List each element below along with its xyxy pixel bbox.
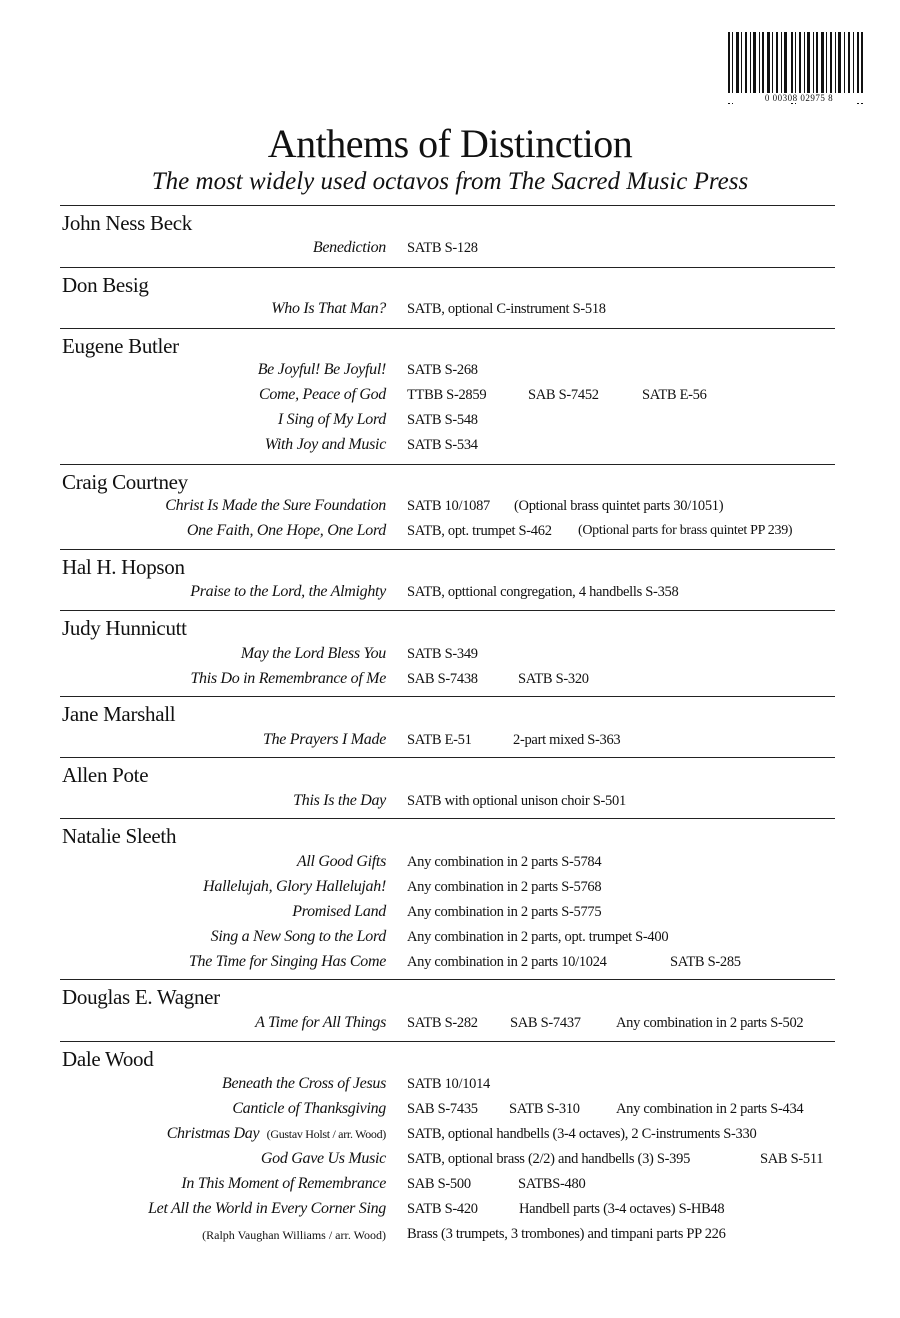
- divider: [60, 464, 835, 465]
- edition: SATB with optional unison choir S-501: [407, 793, 626, 809]
- composer-name: Don Besig: [62, 273, 149, 297]
- edition: Any combination in 2 parts S-5768: [407, 879, 602, 895]
- work-title: The Time for Singing Has Come: [188, 953, 386, 970]
- page-title: Anthems of Distinction: [267, 121, 633, 166]
- composer-name: Dale Wood: [62, 1047, 154, 1071]
- edition: SAB S-500: [407, 1176, 471, 1192]
- edition: SATB S-128: [407, 240, 478, 256]
- work-title: [167, 1125, 386, 1143]
- edition: TTBB S-2859: [407, 387, 487, 403]
- edition: Any combination in 2 parts S-5775: [407, 904, 602, 920]
- work-title: This Is the Day: [293, 792, 386, 809]
- edition: SATB 10/1014: [407, 1076, 491, 1092]
- edition: SAB S-7438: [407, 671, 478, 687]
- page-subtitle: The most widely used octavos from The Sacred Music Press: [151, 168, 749, 195]
- work-title: Beneath the Cross of Jesus: [221, 1075, 386, 1092]
- work-title: A Time for All Things: [255, 1014, 386, 1031]
- edition: (Optional brass quintet parts 30/1051): [514, 498, 724, 514]
- composer-name: Natalie Sleeth: [62, 824, 177, 848]
- divider: [60, 328, 835, 329]
- edition: 2-part mixed S-363: [513, 732, 621, 748]
- edition: SATB S-534: [407, 437, 478, 453]
- edition: SATB S-349: [407, 646, 478, 662]
- work-title: Hallelujah, Glory Hallelujah!: [203, 878, 386, 895]
- divider: [60, 818, 835, 819]
- divider: [60, 979, 835, 980]
- composer-name: Jane Marshall: [62, 702, 176, 726]
- edition: SATB, opttional congregation, 4 handbells S-358: [407, 584, 679, 600]
- edition: (Optional parts for brass quintet PP 239): [578, 523, 793, 538]
- work-title: Come, Peace of God: [258, 386, 386, 403]
- edition: SATB S-285: [670, 954, 741, 970]
- edition: SAB S-511: [760, 1151, 824, 1167]
- work-title: Christ Is Made the Sure Foundation: [165, 497, 386, 514]
- edition: SATB S-268: [407, 362, 478, 378]
- divider: [60, 610, 835, 611]
- arranger-credit: (Gustav Holst / arr. Wood): [266, 1127, 386, 1141]
- edition: Any combination in 2 parts S-5784: [407, 854, 602, 870]
- composer-name: Douglas E. Wagner: [62, 985, 220, 1009]
- work-title: Praise to the Lord, the Almighty: [190, 583, 386, 600]
- composer-name: Allen Pote: [62, 763, 149, 787]
- edition: Any combination in 2 parts S-502: [616, 1015, 804, 1031]
- edition: SATB, optional brass (2/2) and handbells (3) S-395: [407, 1151, 691, 1167]
- edition: Any combination in 2 parts, opt. trumpet S-400: [407, 929, 669, 945]
- work-title: Canticle of Thanksgiving: [232, 1100, 386, 1117]
- work-title: May the Lord Bless You: [240, 645, 386, 662]
- edition: SATB 10/1087: [407, 498, 491, 514]
- edition: SAB S-7435: [407, 1101, 478, 1117]
- work-title: Who Is That Man?: [271, 300, 386, 317]
- edition: SAB S-7452: [528, 387, 599, 403]
- work-title: The Prayers I Made: [262, 731, 386, 748]
- work-title: Promised Land: [292, 903, 386, 920]
- edition: SATBS-480: [518, 1176, 586, 1192]
- edition: Brass (3 trumpets, 3 trombones) and timpani parts PP 226: [407, 1226, 726, 1242]
- work-title: Benediction: [312, 239, 386, 256]
- composer-name: John Ness Beck: [62, 211, 192, 235]
- composer-name: Eugene Butler: [62, 334, 179, 358]
- barcode-number: 0 00308 02975 8: [714, 93, 884, 103]
- divider: [60, 1041, 835, 1042]
- composer-name: Hal H. Hopson: [62, 555, 185, 579]
- composer-name: Craig Courtney: [62, 470, 188, 494]
- edition: Handbell parts (3-4 octaves) S-HB48: [519, 1201, 725, 1217]
- work-title: This Do in Remembrance of Me: [190, 670, 386, 687]
- edition: SATB S-282: [407, 1015, 478, 1031]
- work-title: Be Joyful! Be Joyful!: [257, 361, 386, 378]
- edition: SATB S-310: [509, 1101, 580, 1117]
- edition: SATB, opt. trumpet S-462: [407, 523, 552, 539]
- work-title: In This Moment of Remembrance: [181, 1175, 386, 1192]
- work-title: With Joy and Music: [264, 436, 386, 453]
- work-title: Sing a New Song to the Lord: [210, 928, 386, 945]
- divider: [60, 267, 835, 268]
- edition: Any combination in 2 parts S-434: [616, 1101, 804, 1117]
- edition: SAB S-7437: [510, 1015, 581, 1031]
- work-title: I Sing of My Lord: [277, 411, 386, 428]
- work-title: Let All the World in Every Corner Sing: [148, 1200, 386, 1217]
- edition: SATB S-548: [407, 412, 478, 428]
- work-title: All Good Gifts: [296, 853, 386, 870]
- edition: SATB, optional C-instrument S-518: [407, 301, 606, 317]
- work-title: One Faith, One Hope, One Lord: [186, 522, 386, 539]
- edition: SATB S-420: [407, 1201, 478, 1217]
- edition: SATB S-320: [518, 671, 589, 687]
- divider: [60, 205, 835, 206]
- edition: Any combination in 2 parts 10/1024: [407, 954, 607, 970]
- edition: SATB E-56: [642, 387, 707, 403]
- divider: [60, 757, 835, 758]
- edition: SATB, optional handbells (3-4 octaves), 2 C-instruments S-330: [407, 1126, 757, 1142]
- divider: [60, 696, 835, 697]
- work-title: God Gave Us Music: [260, 1150, 386, 1167]
- work-title-text: Christmas Day: [166, 1125, 260, 1142]
- composer-name: Judy Hunnicutt: [62, 616, 187, 640]
- arranger-credit: (Ralph Vaughan Williams / arr. Wood): [202, 1228, 386, 1242]
- edition: SATB E-51: [407, 732, 472, 748]
- divider: [60, 549, 835, 550]
